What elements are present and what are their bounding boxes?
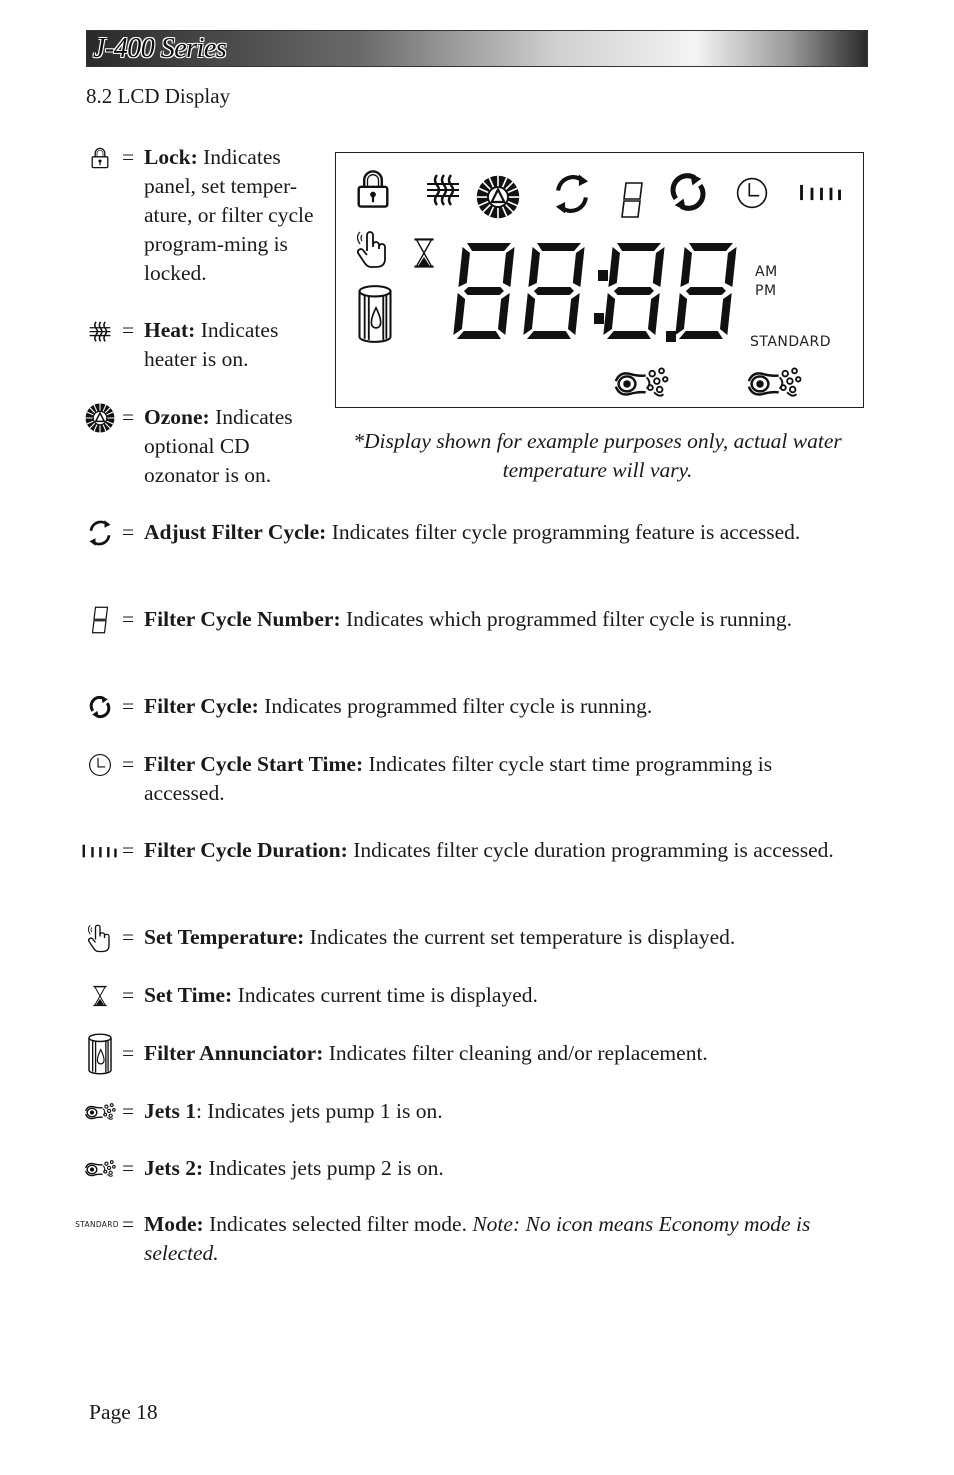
hand-pointer-icon [80,923,120,952]
heat-icon [427,175,459,205]
filter-cycle-number-icon [80,605,120,634]
ozone-icon [80,403,120,432]
hourglass-icon [414,239,433,266]
duration-bars-icon [80,836,120,865]
lock-icon [80,143,120,172]
hourglass-icon [80,981,120,1010]
heat-icon [80,316,120,345]
header-bar [86,30,868,67]
adjust-filter-cycle-icon [556,174,588,213]
ozone-icon [477,176,520,219]
filter-cycle-icon [80,692,120,721]
lcd-digits [453,243,737,342]
lcd-standard-label: STANDARD [750,334,832,350]
page-number: Page 18 [89,1400,158,1424]
standard-label-icon: STANDARD [75,1220,119,1229]
filter-cycle-icon [673,173,703,210]
lcd-pm-label: PM [755,283,777,299]
adjust-filter-cycle-icon [80,518,120,547]
clock-icon [80,750,120,779]
lcd-display [335,152,864,408]
lcd-caption: *Display shown for example purposes only, actual water temperature will vary. [353,429,842,482]
section-title: 8.2 LCD Display [86,84,231,108]
jets-1-icon [616,368,668,395]
filter-annunciator-icon [80,1031,120,1076]
jets-2-icon [749,368,801,395]
lock-icon [359,171,388,206]
jets-icon [80,1097,120,1126]
hand-pointer-icon [358,232,386,267]
lcd-am-label: AM [755,264,778,280]
filter-annunciator-icon [360,286,391,342]
jets-icon [80,1154,120,1183]
clock-icon [738,179,767,208]
filter-cycle-number-icon [622,183,642,217]
duration-bars-icon [800,185,841,200]
header-title: J-400 Series [93,33,227,64]
